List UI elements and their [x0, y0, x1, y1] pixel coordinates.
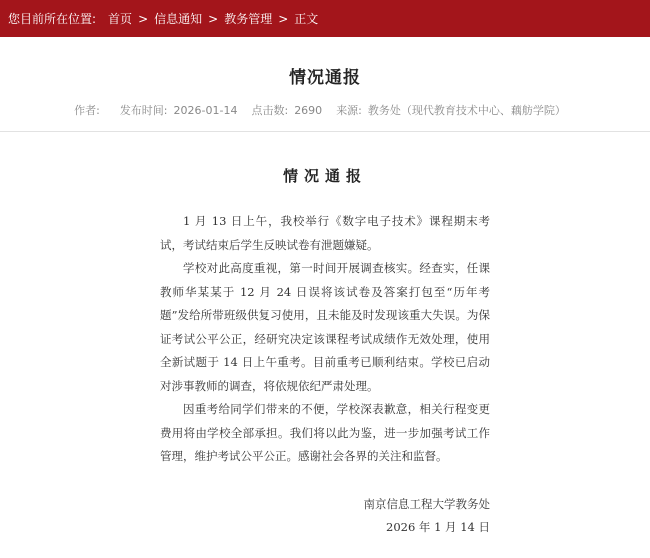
article-paragraph: 1 月 13 日上午，我校举行《数字电子技术》课程期末考试，考试结束后学生反映试卷有泄题嫌疑。	[160, 214, 490, 252]
article-paragraph: 因重考给同学们带来的不便，学校深表歉意，相关行程变更费用将由学校全部承担。我们将以此为鉴，进一步加强考试工作管理，维护考试公平公正。感谢社会各界的关注和监督。	[160, 402, 490, 463]
breadcrumb-home-link[interactable]: 首页	[108, 12, 133, 26]
breadcrumb-separator: >	[208, 11, 219, 26]
article-signature: 南京信息工程大学教务处	[363, 496, 490, 511]
meta-author	[74, 102, 106, 118]
meta-date	[120, 102, 238, 118]
meta-clicks-label: 点击数:	[251, 104, 289, 117]
meta-author-label: 作者:	[74, 104, 100, 117]
meta-source-label: 来源:	[336, 104, 362, 117]
header-divider	[0, 131, 650, 132]
breadcrumb-bar	[0, 0, 650, 37]
meta-source	[336, 102, 566, 118]
article-meta	[0, 102, 650, 118]
page-title: 情况通报	[289, 68, 361, 88]
meta-date-value: 2026-01-14	[173, 104, 238, 117]
article-sign-date: 2026 年 1 月 14 日	[386, 519, 490, 534]
meta-clicks-value: 2690	[294, 104, 323, 117]
article-paragraph: 学校对此高度重视，第一时间开展调查核实。经查实，任课教师华某某于 12 月 24 日误将该试卷及答案打包至“历年考题”发给所带班级供复习使用，且未能及时发现该重大失误。为保证考试公平公正，经研究决定该课程考试成绩作无效处理，使用全新试题于 14 日上午重考。目前重考已顺利结束。学校已启动对涉事教师的调查，将依规依纪严肃处理。	[160, 261, 490, 393]
meta-clicks	[251, 102, 322, 118]
article-body	[160, 165, 490, 539]
meta-date-label: 发布时间:	[119, 104, 168, 117]
breadcrumb-current: 正文	[294, 12, 319, 26]
meta-source-value: 教务处（现代教育技术中心、藕舫学院）	[367, 104, 566, 117]
breadcrumb-separator: >	[278, 11, 289, 26]
breadcrumb-academic-link[interactable]: 教务管理	[224, 12, 273, 26]
breadcrumb-separator: >	[138, 11, 149, 26]
breadcrumb-notice-link[interactable]: 信息通知	[154, 12, 203, 26]
article-signature-block	[160, 493, 490, 539]
article-title: 情况通报	[282, 167, 367, 185]
breadcrumb-prefix: 您目前所在位置:	[8, 12, 97, 26]
